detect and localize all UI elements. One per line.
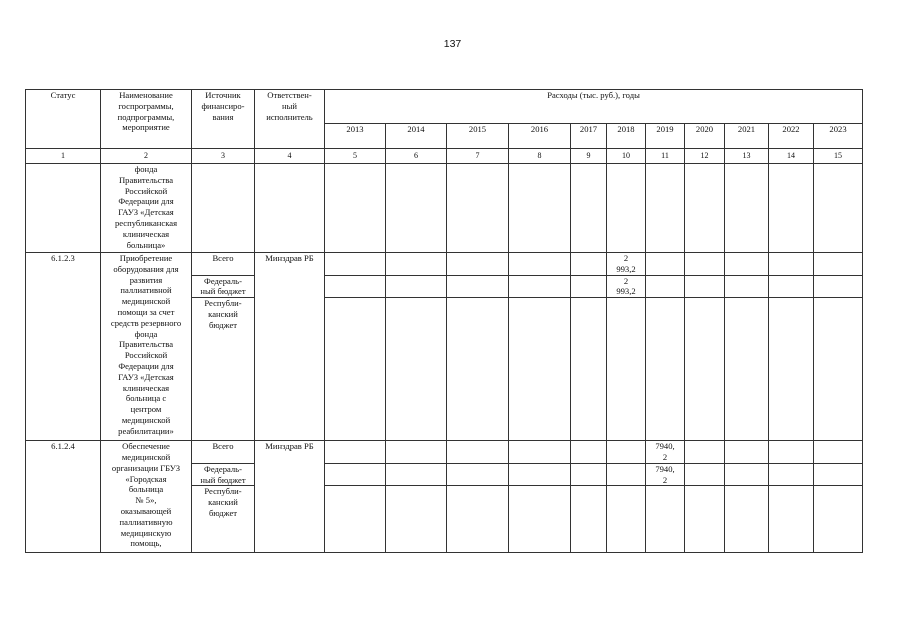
header-expenses: Расходы (тыс. руб.), годы bbox=[325, 90, 863, 124]
item-status: 6.1.2.4 bbox=[26, 441, 101, 553]
year-2017: 2017 bbox=[571, 124, 607, 149]
column-number: 1 bbox=[26, 149, 101, 164]
column-number: 8 bbox=[509, 149, 571, 164]
header-name: Наименование госпрограммы, подпрограммы, мероприятие bbox=[101, 90, 192, 149]
column-number: 3 bbox=[192, 149, 255, 164]
source-label: Всего bbox=[192, 441, 255, 464]
continuation-name: фонда Правительства Российской Федерации для ГАУЗ «Детская республиканская клиническая больница» bbox=[101, 164, 192, 253]
column-number: 15 bbox=[814, 149, 863, 164]
item-executor: Минздрав РБ bbox=[255, 441, 325, 553]
source-label: Республи- канский бюджет bbox=[192, 298, 255, 441]
table-row bbox=[26, 253, 863, 276]
year-2021: 2021 bbox=[725, 124, 769, 149]
year-2014: 2014 bbox=[386, 124, 447, 149]
item-name: Обеспечение медицинской организации ГБУЗ «Городская больница № 5», оказывающей паллиативную медицинскую помощь, bbox=[101, 441, 192, 553]
year-2023: 2023 bbox=[814, 124, 863, 149]
header-source: Источник финансиро- вания bbox=[192, 90, 255, 149]
column-number: 6 bbox=[386, 149, 447, 164]
source-label: Республи- канский бюджет bbox=[192, 486, 255, 553]
page-number: 137 bbox=[443, 38, 462, 50]
year-2020: 2020 bbox=[685, 124, 725, 149]
item-status: 6.1.2.3 bbox=[26, 253, 101, 441]
year-2022: 2022 bbox=[769, 124, 814, 149]
continuation-row bbox=[26, 164, 863, 253]
source-label: Федераль- ный бюджет bbox=[192, 463, 255, 486]
budget-table bbox=[25, 89, 863, 553]
column-number: 7 bbox=[447, 149, 509, 164]
column-number: 10 bbox=[607, 149, 646, 164]
column-number: 12 bbox=[685, 149, 725, 164]
value-2018: 2 993,2 bbox=[607, 275, 646, 298]
year-2019: 2019 bbox=[646, 124, 685, 149]
item-executor: Минздрав РБ bbox=[255, 253, 325, 441]
source-label: Федераль- ный бюджет bbox=[192, 275, 255, 298]
column-number: 9 bbox=[571, 149, 607, 164]
column-number: 14 bbox=[769, 149, 814, 164]
header-status: Статус bbox=[26, 90, 101, 149]
value-2018: 2 993,2 bbox=[607, 253, 646, 276]
column-number: 11 bbox=[646, 149, 685, 164]
table-row bbox=[26, 441, 863, 464]
value-2019: 7940, 2 bbox=[646, 441, 685, 464]
column-numbers-row bbox=[26, 149, 863, 164]
column-number: 2 bbox=[101, 149, 192, 164]
year-2018: 2018 bbox=[607, 124, 646, 149]
column-number: 4 bbox=[255, 149, 325, 164]
year-2013: 2013 bbox=[325, 124, 386, 149]
item-name: Приобретение оборудования для развития паллиативной медицинской помощи за счет средств резервного фонда Правительства Российской Федерации для ГАУЗ «Детская клиническая больница с центром медицинской реабилитации» bbox=[101, 253, 192, 441]
source-label: Всего bbox=[192, 253, 255, 276]
value-2019: 7940, 2 bbox=[646, 463, 685, 486]
column-number: 5 bbox=[325, 149, 386, 164]
header-row bbox=[26, 90, 863, 124]
column-number: 13 bbox=[725, 149, 769, 164]
year-2016: 2016 bbox=[509, 124, 571, 149]
year-2015: 2015 bbox=[447, 124, 509, 149]
header-executor: Ответствен- ный исполнитель bbox=[255, 90, 325, 149]
